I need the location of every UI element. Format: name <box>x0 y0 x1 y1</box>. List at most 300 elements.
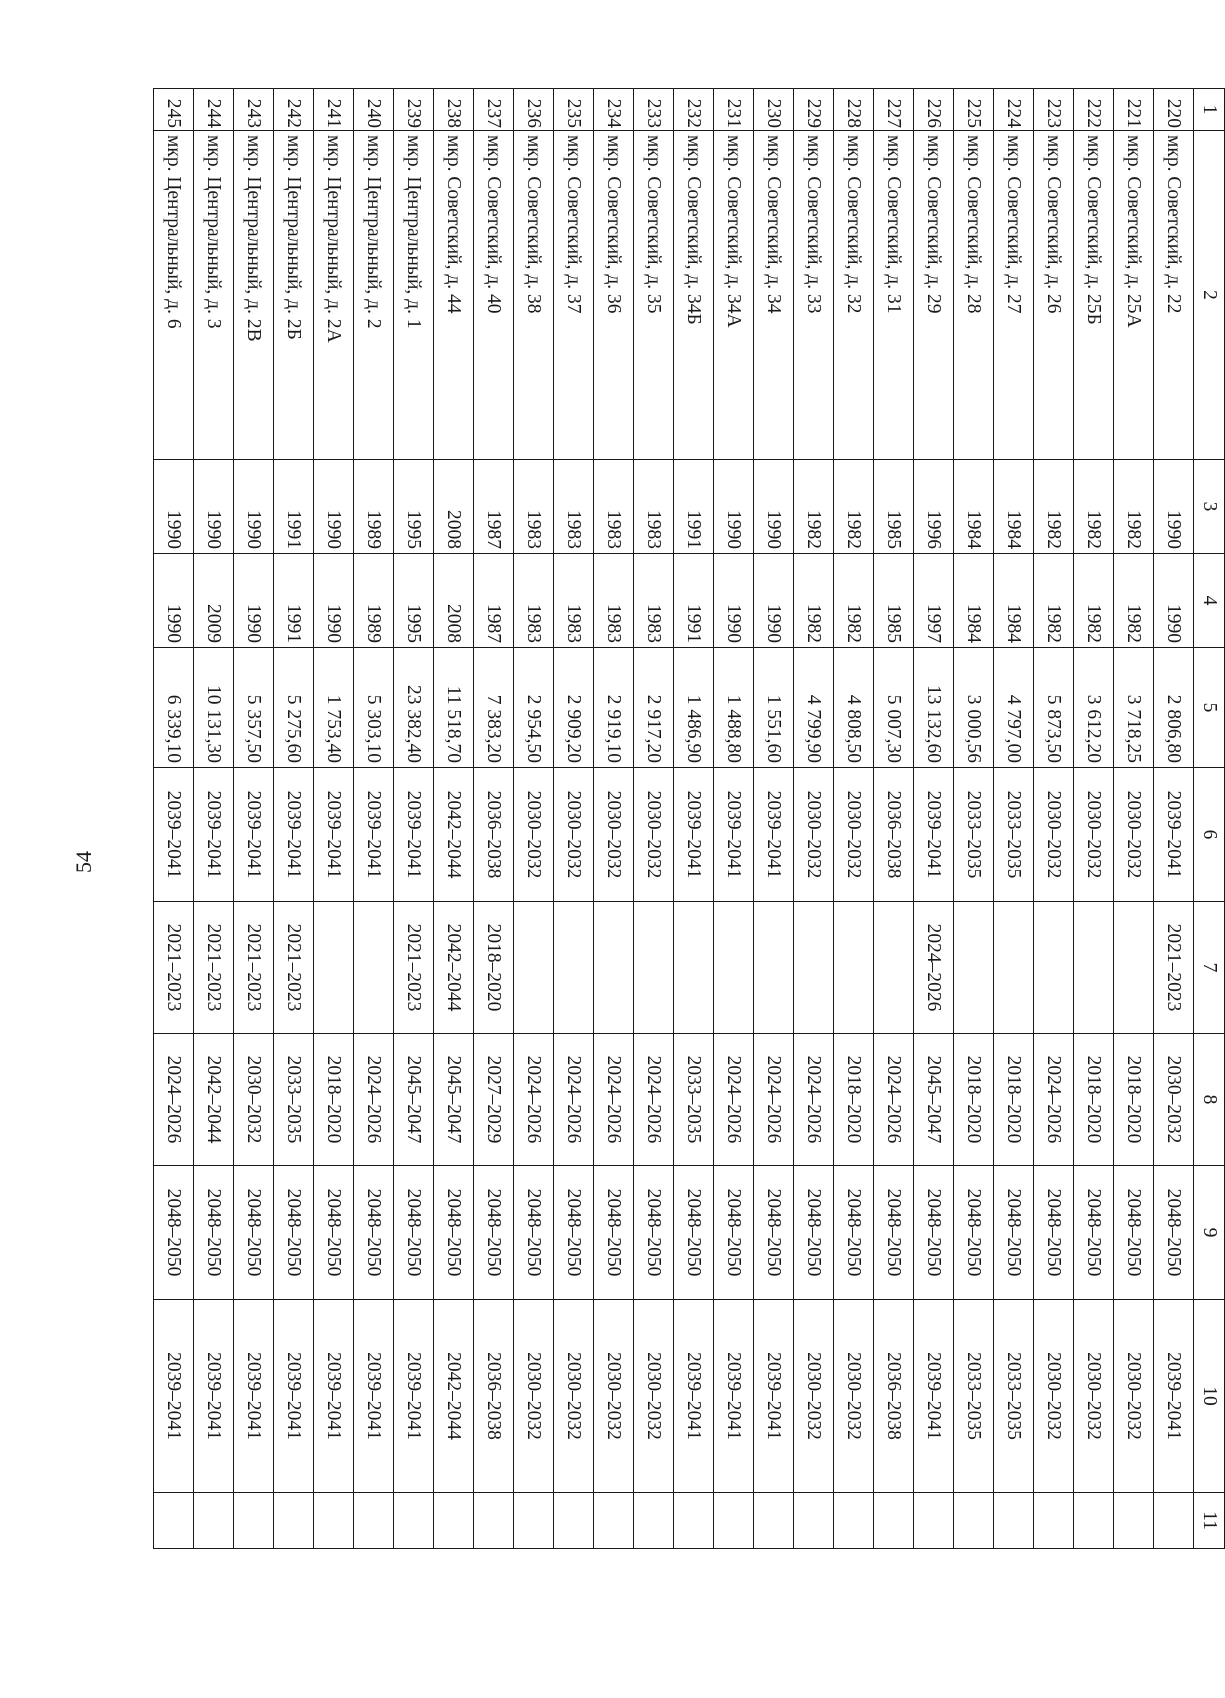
cell-year-built: 1984 <box>994 460 1034 554</box>
cell-row-number: 226 <box>914 89 954 131</box>
cell-row-number: 234 <box>594 89 634 131</box>
cell-row-number: 241 <box>314 89 354 131</box>
cell-notes <box>434 1493 474 1549</box>
cell-year-built: 1995 <box>394 460 434 554</box>
cell-address: мкр. Советский, д. 34 <box>754 131 794 460</box>
cell-year-commissioned: 1984 <box>954 554 994 648</box>
cell-row-number: 222 <box>1074 89 1114 131</box>
cell-period-b: 2018–2020 <box>314 1034 354 1166</box>
cell-period-c: 2048–2050 <box>714 1166 754 1300</box>
cell-address: мкр. Центральный, д. 2А <box>314 131 354 460</box>
cell-address: мкр. Советский, д. 29 <box>914 131 954 460</box>
cell-period-b: 2024–2026 <box>634 1034 674 1166</box>
cell-period-b: 2045–2047 <box>394 1034 434 1166</box>
cell-period: 2039–2041 <box>274 768 314 902</box>
cell-period-c: 2048–2050 <box>1154 1166 1194 1300</box>
cell-period-d: 2039–2041 <box>194 1300 234 1493</box>
cell-period: 2030–2032 <box>1114 768 1154 902</box>
table-header-row <box>1194 89 1225 1549</box>
cell-notes <box>554 1493 594 1549</box>
cell-period-d: 2030–2032 <box>514 1300 554 1493</box>
cell-period-a: 2021–2023 <box>394 902 434 1034</box>
cell-address: мкр. Советский, д. 35 <box>634 131 674 460</box>
cell-year-commissioned: 1982 <box>1074 554 1114 648</box>
cell-period-a: 2021–2023 <box>1154 902 1194 1034</box>
table-row <box>634 89 674 1549</box>
table-row <box>834 89 874 1549</box>
cell-address: мкр. Советский, д. 32 <box>834 131 874 460</box>
cell-period-a: 2021–2023 <box>154 902 194 1034</box>
cell-period-c: 2048–2050 <box>1034 1166 1074 1300</box>
cell-area: 5 357,50 <box>234 648 274 768</box>
cell-period-d: 2039–2041 <box>154 1300 194 1493</box>
cell-area: 3 718,25 <box>1114 648 1154 768</box>
table-row <box>314 89 354 1549</box>
cell-notes <box>154 1493 194 1549</box>
cell-period-b: 2027–2029 <box>474 1034 514 1166</box>
cell-row-number: 227 <box>874 89 914 131</box>
cell-period-a <box>314 902 354 1034</box>
cell-address: мкр. Советский, д. 40 <box>474 131 514 460</box>
cell-period-b: 2018–2020 <box>834 1034 874 1166</box>
cell-notes <box>474 1493 514 1549</box>
cell-period-c: 2048–2050 <box>434 1166 474 1300</box>
cell-period-b: 2033–2035 <box>674 1034 714 1166</box>
cell-period: 2039–2041 <box>914 768 954 902</box>
cell-period: 2030–2032 <box>1034 768 1074 902</box>
cell-period-d: 2030–2032 <box>554 1300 594 1493</box>
cell-period-c: 2048–2050 <box>554 1166 594 1300</box>
cell-period-d: 2030–2032 <box>834 1300 874 1493</box>
cell-period-b: 2033–2035 <box>274 1034 314 1166</box>
table-row <box>514 89 554 1549</box>
cell-period-d: 2039–2041 <box>314 1300 354 1493</box>
cell-year-built: 1990 <box>234 460 274 554</box>
cell-year-commissioned: 1983 <box>514 554 554 648</box>
cell-address: мкр. Центральный, д. 6 <box>154 131 194 460</box>
cell-row-number: 224 <box>994 89 1034 131</box>
cell-period: 2033–2035 <box>954 768 994 902</box>
cell-year-commissioned: 2009 <box>194 554 234 648</box>
cell-area: 13 132,60 <box>914 648 954 768</box>
cell-period-a <box>634 902 674 1034</box>
table-row <box>714 89 754 1549</box>
cell-year-commissioned: 1990 <box>154 554 194 648</box>
table-row <box>874 89 914 1549</box>
cell-period-c: 2048–2050 <box>354 1166 394 1300</box>
cell-notes <box>1154 1493 1194 1549</box>
cell-period-c: 2048–2050 <box>194 1166 234 1300</box>
table-row <box>594 89 634 1549</box>
cell-period-d: 2030–2032 <box>1034 1300 1074 1493</box>
table-row <box>794 89 834 1549</box>
cell-year-built: 1982 <box>834 460 874 554</box>
table-container <box>162 88 1225 1548</box>
cell-period-d: 2039–2041 <box>274 1300 314 1493</box>
cell-year-commissioned: 1983 <box>594 554 634 648</box>
cell-period-d: 2033–2035 <box>954 1300 994 1493</box>
cell-period-c: 2048–2050 <box>834 1166 874 1300</box>
table-row <box>914 89 954 1549</box>
cell-row-number: 239 <box>394 89 434 131</box>
cell-area: 5 303,10 <box>354 648 394 768</box>
cell-area: 4 808,50 <box>834 648 874 768</box>
cell-period-c: 2048–2050 <box>594 1166 634 1300</box>
cell-period-a: 2021–2023 <box>274 902 314 1034</box>
cell-period-a <box>1114 902 1154 1034</box>
table-row <box>1034 89 1074 1549</box>
cell-notes <box>514 1493 554 1549</box>
cell-row-number: 221 <box>1114 89 1154 131</box>
cell-address: мкр. Центральный, д. 2 <box>354 131 394 460</box>
cell-address: мкр. Советский, д. 26 <box>1034 131 1074 460</box>
cell-period-c: 2048–2050 <box>794 1166 834 1300</box>
cell-year-built: 1990 <box>194 460 234 554</box>
cell-period-c: 2048–2050 <box>994 1166 1034 1300</box>
cell-area: 10 131,30 <box>194 648 234 768</box>
cell-year-built: 1987 <box>474 460 514 554</box>
cell-address: мкр. Центральный, д. 2Б <box>274 131 314 460</box>
cell-address: мкр. Советский, д. 34А <box>714 131 754 460</box>
column-header-10: 10 <box>1194 1300 1225 1493</box>
cell-period-b: 2024–2026 <box>594 1034 634 1166</box>
cell-notes <box>354 1493 394 1549</box>
cell-address: мкр. Центральный, д. 1 <box>394 131 434 460</box>
cell-area: 2 917,20 <box>634 648 674 768</box>
cell-year-commissioned: 1983 <box>634 554 674 648</box>
cell-notes <box>754 1493 794 1549</box>
cell-address: мкр. Советский, д. 36 <box>594 131 634 460</box>
cell-year-built: 1983 <box>514 460 554 554</box>
cell-period-c: 2048–2050 <box>234 1166 274 1300</box>
cell-area: 5 007,30 <box>874 648 914 768</box>
cell-year-commissioned: 1990 <box>754 554 794 648</box>
cell-year-built: 1985 <box>874 460 914 554</box>
cell-year-built: 1982 <box>1034 460 1074 554</box>
column-header-1: 1 <box>1194 89 1225 131</box>
cell-period-d: 2030–2032 <box>1074 1300 1114 1493</box>
cell-period-a <box>354 902 394 1034</box>
cell-period-d: 2039–2041 <box>914 1300 954 1493</box>
cell-year-commissioned: 1989 <box>354 554 394 648</box>
cell-row-number: 229 <box>794 89 834 131</box>
cell-period: 2030–2032 <box>514 768 554 902</box>
cell-address: мкр. Советский, д. 25Б <box>1074 131 1114 460</box>
cell-period-d: 2039–2041 <box>1154 1300 1194 1493</box>
cell-period-b: 2030–2032 <box>234 1034 274 1166</box>
cell-address: мкр. Советский, д. 28 <box>954 131 994 460</box>
cell-year-built: 1983 <box>554 460 594 554</box>
cell-period-a <box>834 902 874 1034</box>
cell-address: мкр. Советский, д. 25А <box>1114 131 1154 460</box>
cell-period-c: 2048–2050 <box>954 1166 994 1300</box>
column-header-3: 3 <box>1194 460 1225 554</box>
column-header-8: 8 <box>1194 1034 1225 1166</box>
cell-year-commissioned: 1982 <box>834 554 874 648</box>
table-row <box>274 89 314 1549</box>
cell-period-b: 2018–2020 <box>1074 1034 1114 1166</box>
cell-period-d: 2039–2041 <box>754 1300 794 1493</box>
cell-row-number: 238 <box>434 89 474 131</box>
cell-period-d: 2030–2032 <box>794 1300 834 1493</box>
cell-notes <box>274 1493 314 1549</box>
cell-period: 2039–2041 <box>314 768 354 902</box>
cell-area: 4 797,00 <box>994 648 1034 768</box>
cell-notes <box>874 1493 914 1549</box>
table-row <box>554 89 594 1549</box>
cell-row-number: 236 <box>514 89 554 131</box>
cell-period-b: 2024–2026 <box>354 1034 394 1166</box>
cell-area: 1 488,80 <box>714 648 754 768</box>
cell-area: 23 382,40 <box>394 648 434 768</box>
cell-period-b: 2024–2026 <box>154 1034 194 1166</box>
cell-period: 2033–2035 <box>994 768 1034 902</box>
cell-period-b: 2018–2020 <box>994 1034 1034 1166</box>
cell-period-b: 2030–2032 <box>1154 1034 1194 1166</box>
cell-period-b: 2024–2026 <box>554 1034 594 1166</box>
cell-period: 2042–2044 <box>434 768 474 902</box>
cell-year-built: 1991 <box>274 460 314 554</box>
table-row <box>354 89 394 1549</box>
data-table <box>153 88 1225 1549</box>
cell-period-c: 2048–2050 <box>274 1166 314 1300</box>
cell-period-c: 2048–2050 <box>914 1166 954 1300</box>
cell-period-d: 2039–2041 <box>354 1300 394 1493</box>
cell-period: 2030–2032 <box>594 768 634 902</box>
table-row <box>754 89 794 1549</box>
column-header-7: 7 <box>1194 902 1225 1034</box>
cell-notes <box>914 1493 954 1549</box>
cell-period-d: 2039–2041 <box>714 1300 754 1493</box>
cell-address: мкр. Советский, д. 34Б <box>674 131 714 460</box>
cell-period-a <box>874 902 914 1034</box>
cell-period: 2030–2032 <box>554 768 594 902</box>
cell-year-built: 1983 <box>634 460 674 554</box>
cell-notes <box>194 1493 234 1549</box>
cell-year-commissioned: 1995 <box>394 554 434 648</box>
cell-row-number: 223 <box>1034 89 1074 131</box>
cell-period: 2036–2038 <box>874 768 914 902</box>
cell-area: 2 919,10 <box>594 648 634 768</box>
cell-period-a <box>714 902 754 1034</box>
table-body <box>154 89 1194 1549</box>
cell-period: 2030–2032 <box>634 768 674 902</box>
cell-period: 2030–2032 <box>834 768 874 902</box>
cell-notes <box>714 1493 754 1549</box>
cell-period-c: 2048–2050 <box>514 1166 554 1300</box>
cell-period-c: 2048–2050 <box>474 1166 514 1300</box>
cell-year-built: 1990 <box>754 460 794 554</box>
cell-year-commissioned: 1982 <box>1034 554 1074 648</box>
cell-year-built: 1991 <box>674 460 714 554</box>
cell-area: 1 486,90 <box>674 648 714 768</box>
cell-year-built: 1989 <box>354 460 394 554</box>
cell-row-number: 231 <box>714 89 754 131</box>
cell-address: мкр. Советский, д. 38 <box>514 131 554 460</box>
table-row <box>474 89 514 1549</box>
cell-period-c: 2048–2050 <box>1074 1166 1114 1300</box>
cell-year-commissioned: 1983 <box>554 554 594 648</box>
cell-period-a <box>754 902 794 1034</box>
cell-row-number: 244 <box>194 89 234 131</box>
cell-row-number: 243 <box>234 89 274 131</box>
cell-address: мкр. Советский, д. 33 <box>794 131 834 460</box>
cell-row-number: 230 <box>754 89 794 131</box>
cell-period-c: 2048–2050 <box>634 1166 674 1300</box>
cell-year-commissioned: 1987 <box>474 554 514 648</box>
cell-period-a <box>1034 902 1074 1034</box>
column-header-6: 6 <box>1194 768 1225 902</box>
column-header-5: 5 <box>1194 648 1225 768</box>
cell-year-built: 1990 <box>314 460 354 554</box>
cell-notes <box>1034 1493 1074 1549</box>
cell-period: 2039–2041 <box>154 768 194 902</box>
table-row <box>194 89 234 1549</box>
cell-year-commissioned: 1997 <box>914 554 954 648</box>
cell-area: 2 806,80 <box>1154 648 1194 768</box>
cell-period-c: 2048–2050 <box>394 1166 434 1300</box>
cell-row-number: 245 <box>154 89 194 131</box>
cell-notes <box>834 1493 874 1549</box>
cell-year-commissioned: 1982 <box>1114 554 1154 648</box>
cell-period-d: 2036–2038 <box>874 1300 914 1493</box>
cell-year-commissioned: 1990 <box>234 554 274 648</box>
cell-period-d: 2030–2032 <box>634 1300 674 1493</box>
cell-period-b: 2024–2026 <box>514 1034 554 1166</box>
cell-area: 7 383,20 <box>474 648 514 768</box>
cell-period: 2030–2032 <box>794 768 834 902</box>
cell-notes <box>1114 1493 1154 1549</box>
cell-period: 2039–2041 <box>194 768 234 902</box>
cell-period-a: 2021–2023 <box>234 902 274 1034</box>
cell-year-built: 1996 <box>914 460 954 554</box>
cell-year-commissioned: 1985 <box>874 554 914 648</box>
cell-period-d: 2030–2032 <box>1114 1300 1154 1493</box>
cell-period: 2039–2041 <box>394 768 434 902</box>
cell-year-built: 1990 <box>154 460 194 554</box>
cell-row-number: 233 <box>634 89 674 131</box>
cell-area: 4 799,90 <box>794 648 834 768</box>
cell-row-number: 240 <box>354 89 394 131</box>
cell-notes <box>234 1493 274 1549</box>
cell-period-a <box>554 902 594 1034</box>
cell-period-c: 2048–2050 <box>754 1166 794 1300</box>
cell-year-built: 1990 <box>714 460 754 554</box>
cell-period-c: 2048–2050 <box>154 1166 194 1300</box>
cell-notes <box>954 1493 994 1549</box>
cell-period-a: 2042–2044 <box>434 902 474 1034</box>
cell-period-b: 2024–2026 <box>1034 1034 1074 1166</box>
cell-period-d: 2042–2044 <box>434 1300 474 1493</box>
cell-year-built: 1984 <box>954 460 994 554</box>
cell-notes <box>1074 1493 1114 1549</box>
cell-notes <box>674 1493 714 1549</box>
cell-period: 2036–2038 <box>474 768 514 902</box>
cell-row-number: 242 <box>274 89 314 131</box>
cell-period-b: 2042–2044 <box>194 1034 234 1166</box>
cell-year-commissioned: 1984 <box>994 554 1034 648</box>
table-row <box>994 89 1034 1549</box>
cell-area: 1 753,40 <box>314 648 354 768</box>
cell-period-d: 2039–2041 <box>394 1300 434 1493</box>
cell-period-c: 2048–2050 <box>874 1166 914 1300</box>
cell-period-a: 2018–2020 <box>474 902 514 1034</box>
column-header-11: 11 <box>1194 1493 1225 1549</box>
table-row <box>1114 89 1154 1549</box>
cell-period-a <box>954 902 994 1034</box>
cell-period: 2039–2041 <box>354 768 394 902</box>
cell-address: мкр. Центральный, д. 3 <box>194 131 234 460</box>
cell-year-built: 1982 <box>794 460 834 554</box>
page-number: 54 <box>71 851 96 873</box>
cell-period: 2039–2041 <box>754 768 794 902</box>
cell-period-b: 2024–2026 <box>794 1034 834 1166</box>
cell-area: 3 612,20 <box>1074 648 1114 768</box>
cell-period-b: 2045–2047 <box>914 1034 954 1166</box>
column-header-2: 2 <box>1194 131 1225 460</box>
cell-period-d: 2039–2041 <box>674 1300 714 1493</box>
cell-period-a <box>794 902 834 1034</box>
cell-period-b: 2045–2047 <box>434 1034 474 1166</box>
cell-area: 11 518,70 <box>434 648 474 768</box>
cell-area: 5 873,50 <box>1034 648 1074 768</box>
cell-period-a <box>1074 902 1114 1034</box>
cell-address: мкр. Советский, д. 44 <box>434 131 474 460</box>
cell-year-built: 1983 <box>594 460 634 554</box>
cell-notes <box>594 1493 634 1549</box>
cell-address: мкр. Советский, д. 22 <box>1154 131 1194 460</box>
cell-notes <box>994 1493 1034 1549</box>
cell-row-number: 232 <box>674 89 714 131</box>
cell-period-c: 2048–2050 <box>314 1166 354 1300</box>
table-row <box>234 89 274 1549</box>
cell-year-commissioned: 1990 <box>714 554 754 648</box>
cell-year-built: 1990 <box>1154 460 1194 554</box>
cell-period-a <box>674 902 714 1034</box>
cell-period-c: 2048–2050 <box>1114 1166 1154 1300</box>
cell-year-commissioned: 1990 <box>1154 554 1194 648</box>
cell-notes <box>794 1493 834 1549</box>
table-row <box>154 89 194 1549</box>
cell-area: 6 339,10 <box>154 648 194 768</box>
cell-address: мкр. Центральный, д. 2В <box>234 131 274 460</box>
cell-address: мкр. Советский, д. 37 <box>554 131 594 460</box>
cell-period: 2039–2041 <box>714 768 754 902</box>
cell-period-b: 2024–2026 <box>874 1034 914 1166</box>
cell-period-d: 2033–2035 <box>994 1300 1034 1493</box>
cell-row-number: 235 <box>554 89 594 131</box>
table-row <box>954 89 994 1549</box>
cell-row-number: 225 <box>954 89 994 131</box>
cell-period-a <box>514 902 554 1034</box>
cell-area: 2 909,20 <box>554 648 594 768</box>
cell-area: 1 551,60 <box>754 648 794 768</box>
cell-row-number: 237 <box>474 89 514 131</box>
cell-notes <box>314 1493 354 1549</box>
cell-notes <box>394 1493 434 1549</box>
cell-period-a: 2021–2023 <box>194 902 234 1034</box>
cell-period: 2039–2041 <box>234 768 274 902</box>
cell-period-a <box>594 902 634 1034</box>
table-row <box>394 89 434 1549</box>
cell-address: мкр. Советский, д. 31 <box>874 131 914 460</box>
cell-year-commissioned: 1991 <box>274 554 314 648</box>
cell-year-commissioned: 1990 <box>314 554 354 648</box>
cell-year-commissioned: 1982 <box>794 554 834 648</box>
cell-notes <box>634 1493 674 1549</box>
cell-period-a: 2024–2026 <box>914 902 954 1034</box>
cell-period: 2039–2041 <box>674 768 714 902</box>
